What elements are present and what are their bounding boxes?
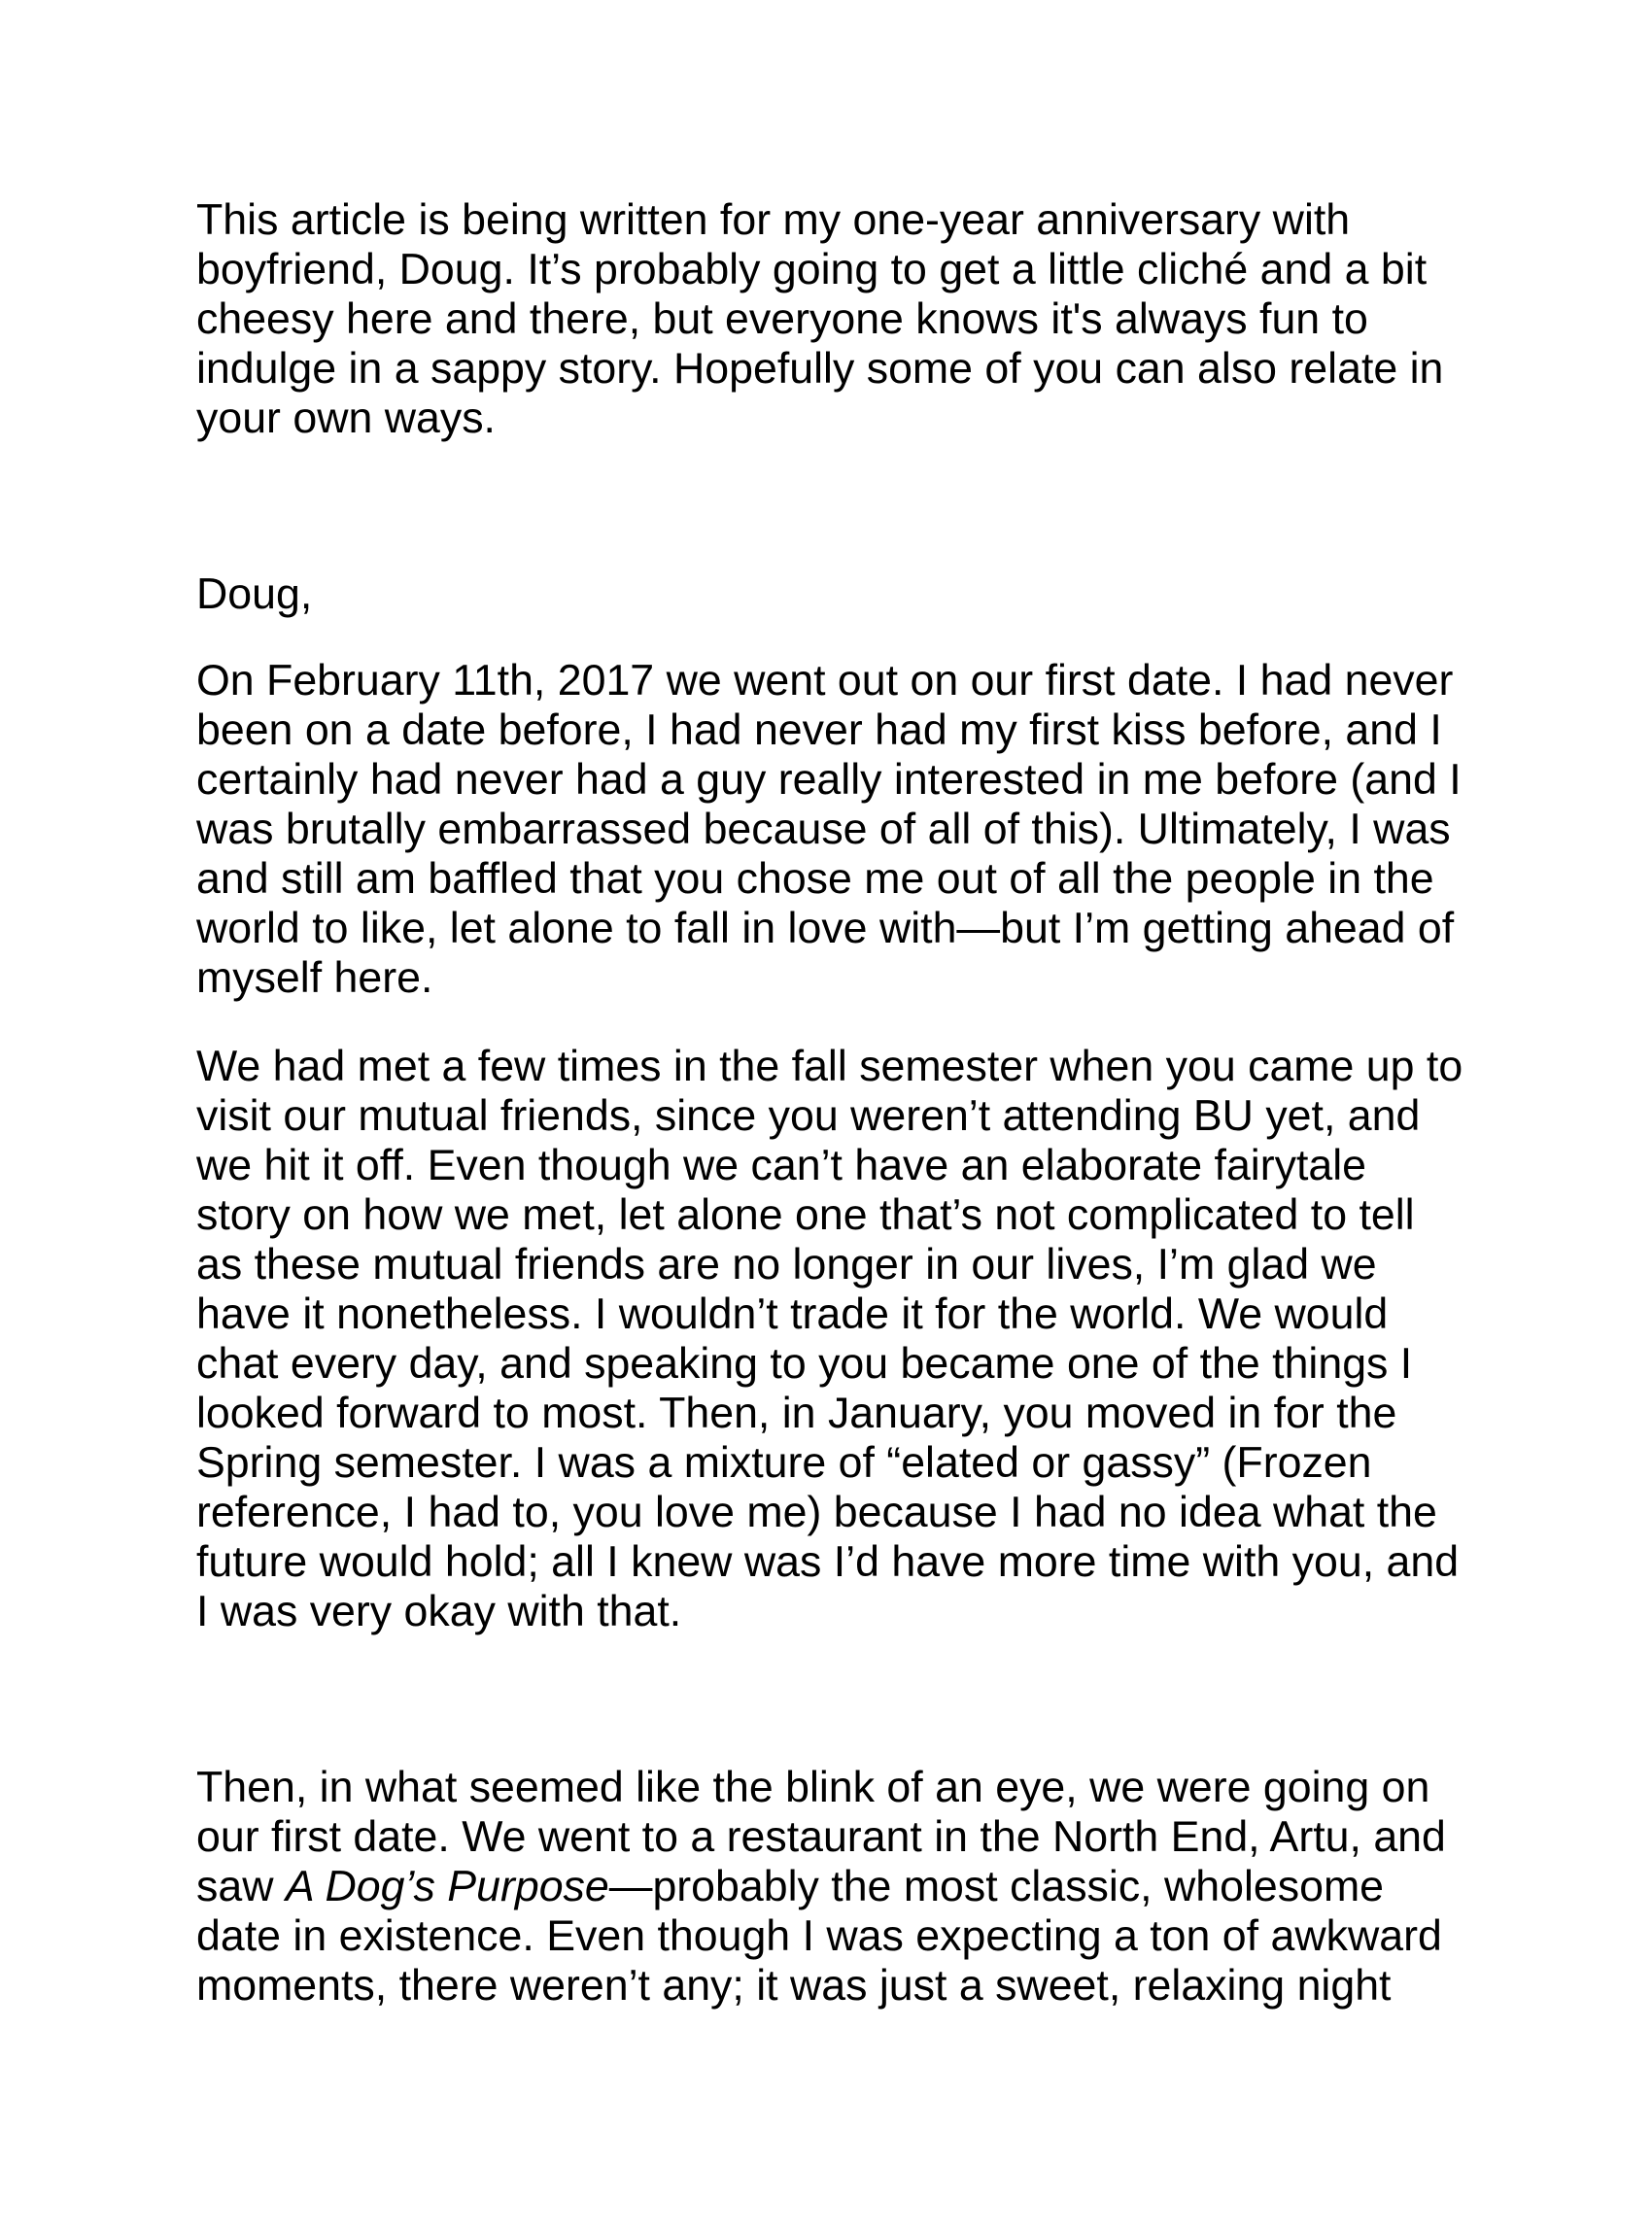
text-line: Spring semester. I was a mixture of “elated or gassy” (Frozen [196, 1439, 1372, 1487]
movie-title: A Dog’s Purpose [285, 1863, 609, 1910]
text-line: we hit it off. Even though we can’t have an elaborate fairytale [196, 1142, 1367, 1189]
text-line: certainly had never had a guy really interested in me before (and I [196, 756, 1462, 804]
text-line: date in existence. Even though I was expecting a ton of awkward [196, 1912, 1442, 1960]
intro-paragraph [196, 195, 1557, 443]
text-line: cheesy here and there, but everyone knows it's always fun to [196, 295, 1368, 343]
text-line: We had met a few times in the fall semester when you came up to [196, 1043, 1463, 1090]
text-segment: saw [196, 1863, 286, 1910]
text-line: our first date. We went to a restaurant in the North End, Artu, and [196, 1813, 1446, 1861]
text-line: reference, I had to, you love me) because I had no idea what the [196, 1489, 1437, 1536]
text-line: been on a date before, I had never had my first kiss before, and I [196, 706, 1442, 754]
first-date-paragraph [196, 656, 1557, 1003]
the-date-paragraph [196, 1763, 1557, 2011]
text-line: as these mutual friends are no longer in our lives, I’m glad we [196, 1241, 1377, 1289]
text-line: visit our mutual friends, since you weren’t attending BU yet, and [196, 1092, 1421, 1140]
text-line: myself here. [196, 954, 433, 1002]
text-line: I was very okay with that. [196, 1588, 682, 1635]
text-line: boyfriend, Doug. It’s probably going to get a little cliché and a bit [196, 246, 1428, 293]
salutation-text: Doug, [196, 570, 313, 618]
text-line: future would hold; all I knew was I’d have more time with you, and [196, 1538, 1460, 1586]
text-line: indulge in a sappy story. Hopefully some of you can also relate in [196, 345, 1444, 393]
text-line: Then, in what seemed like the blink of an eye, we were going on [196, 1764, 1430, 1811]
text-line: your own ways. [196, 395, 496, 442]
text-segment: —probably the most classic, wholesome [608, 1863, 1385, 1910]
text-line: was brutally embarrassed because of all of this). Ultimately, I was [196, 806, 1451, 853]
text-line: moments, there weren’t any; it was just a sweet, relaxing night [196, 1962, 1392, 2010]
text-line: On February 11th, 2017 we went out on our first date. I had never [196, 657, 1454, 705]
text-line: story on how we met, let alone one that’s not complicated to tell [196, 1191, 1415, 1239]
text-line: have it nonetheless. I wouldn’t trade it for the world. We would [196, 1290, 1389, 1338]
text-line: world to like, let alone to fall in love with—but I’m getting ahead of [196, 905, 1455, 952]
text-line: chat every day, and speaking to you became one of the things I [196, 1340, 1413, 1388]
how-we-met-paragraph [196, 1042, 1557, 1636]
text-line: looked forward to most. Then, in January, you moved in for the [196, 1390, 1397, 1437]
letter-salutation [196, 569, 1557, 619]
text-line: This article is being written for my one-year anniversary with [196, 196, 1351, 244]
text-line: and still am baffled that you chose me out of all the people in the [196, 855, 1434, 903]
text-line-with-title [196, 1862, 1557, 1911]
